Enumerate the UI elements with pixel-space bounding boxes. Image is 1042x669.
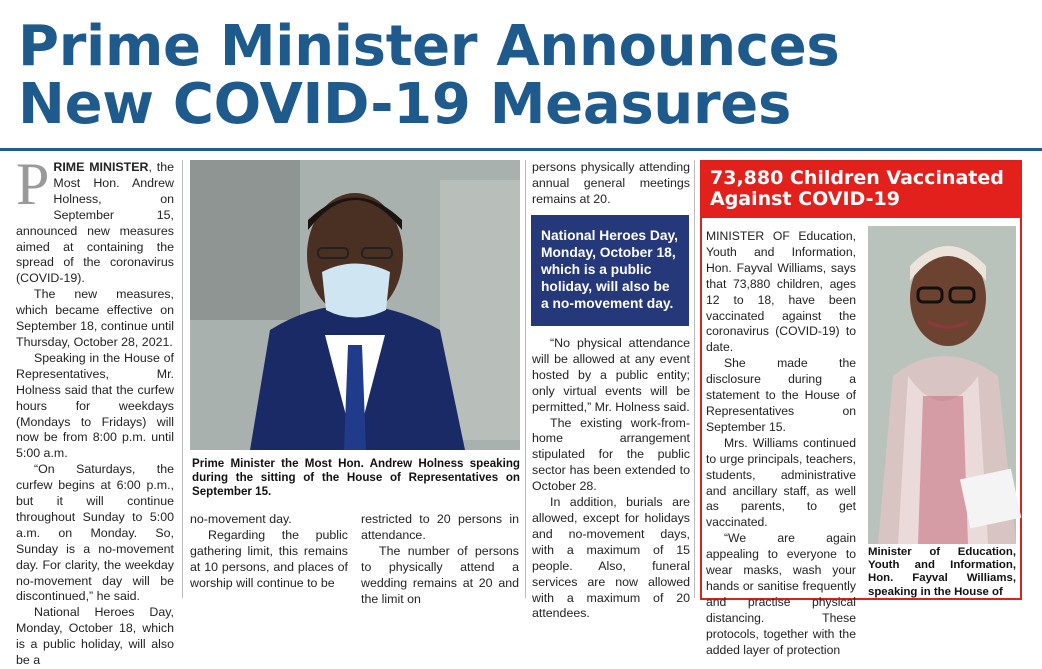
column-divider xyxy=(694,160,695,598)
prime-minister-photo-caption: Prime Minister the Most Hon. Andrew Holness speaking during the sitting of the House of Representatives on September 15. xyxy=(192,457,520,498)
article-paragraph: The new measures, which became effective on September 18, continue until Thursday, October 28, 2021. xyxy=(16,287,174,349)
article-column-4 xyxy=(532,336,690,622)
article-headline xyxy=(18,14,1028,137)
minister-williams-photo-caption: Minister of Education, Youth and Information, Hon. Fayval Williams, speaking in the House of xyxy=(868,546,1016,598)
lead-text: , the Most Hon. Andrew Holness, on September 15, announced new measures aimed at containing the spread of the coronavirus (COVID-19). xyxy=(16,160,174,286)
column-divider xyxy=(182,160,183,598)
prime-minister-illustration xyxy=(190,160,520,450)
article-column-2 xyxy=(190,512,348,592)
article-paragraph: “No physical attendance will be allowed at any event hosted by a public entity; only virtual events will be permitted,” Mr. Holness said. xyxy=(532,336,690,414)
headline-line-2: New COVID-19 Measures xyxy=(18,72,791,137)
article-paragraph: National Heroes Day, Monday, October 18, which is a public holiday, will also be a xyxy=(16,605,174,668)
article-paragraph: The existing work-from-home arrangement stipulated for the public sector has been extended to October 28. xyxy=(532,415,690,494)
sidebar-paragraph: She made the disclosure during a statement to the House of Representatives on September 15. xyxy=(706,356,856,434)
sidebar-paragraph: Mrs. Williams continued to urge principals, teachers, students, administrative and ancillary staff, as well as parents, to get vaccinated. xyxy=(706,435,856,530)
minister-williams-photo xyxy=(868,226,1016,544)
article-column-4-top xyxy=(532,160,690,208)
pull-quote-box: National Heroes Day, Monday, October 18, which is a public holiday, will also be a no-movement day. xyxy=(531,215,689,326)
column-divider xyxy=(525,160,526,598)
headline-line-1: Prime Minister Announces xyxy=(18,14,840,79)
sidebar-paragraph: MINISTER OF Education, Youth and Information, Hon. Fayval Williams, says that 73,880 children, ages 12 to 18, have been vaccinated against the coronavirus (COVID-19) to date. xyxy=(706,229,856,355)
article-paragraph: In addition, burials are allowed, except for holidays and no-movement days, with a maximum of 15 people. Also, funeral services are now allowed with a maximum of 20 attendees. xyxy=(532,495,690,621)
article-paragraph: persons physically attending annual general meetings remains at 20. xyxy=(532,160,690,206)
article-paragraph: Speaking in the House of Representatives, Mr. Holness said that the curfew hours for weekdays (Mondays to Fridays) will now be from 8:00 p.m. until 5:00 a.m. xyxy=(16,350,174,461)
sidebar-paragraph: “We are again appealing to everyone to wear masks, wash your hands or sanitise frequently and practise physical distancing. These protocols, together with the added layer of protection xyxy=(706,531,856,657)
article-column-1 xyxy=(16,151,174,669)
headline-rule xyxy=(0,148,1042,151)
article-paragraph: “On Saturdays, the curfew begins at 6:00 p.m., but it will continue throughout Sunday to 5:00 a.m. on Monday. So, Sunday is a no-movement day. For clarity, the weekday no-movement day will be discontinued,” he said. xyxy=(16,462,174,604)
article-column-3 xyxy=(361,512,519,607)
minister-williams-illustration xyxy=(868,226,1016,544)
article-paragraph: restricted to 20 persons in attendance. xyxy=(361,512,519,542)
sidebar-title: 73,880 Children Vaccinated Against COVID-19 xyxy=(702,162,1020,218)
article-paragraph: The number of persons to physically attend a wedding remains at 20 and the limit on xyxy=(361,543,519,606)
lead-bold-text: RIME MINISTER xyxy=(53,160,149,174)
prime-minister-photo xyxy=(190,160,520,450)
article-paragraph-lead xyxy=(16,151,174,287)
article-paragraph: no-movement day. xyxy=(190,512,292,526)
article-paragraph: Regarding the public gathering limit, this remains at 10 persons, and places of worship will continue to be xyxy=(190,527,348,590)
drop-cap: P xyxy=(16,151,50,217)
sidebar-text-column xyxy=(706,229,856,658)
